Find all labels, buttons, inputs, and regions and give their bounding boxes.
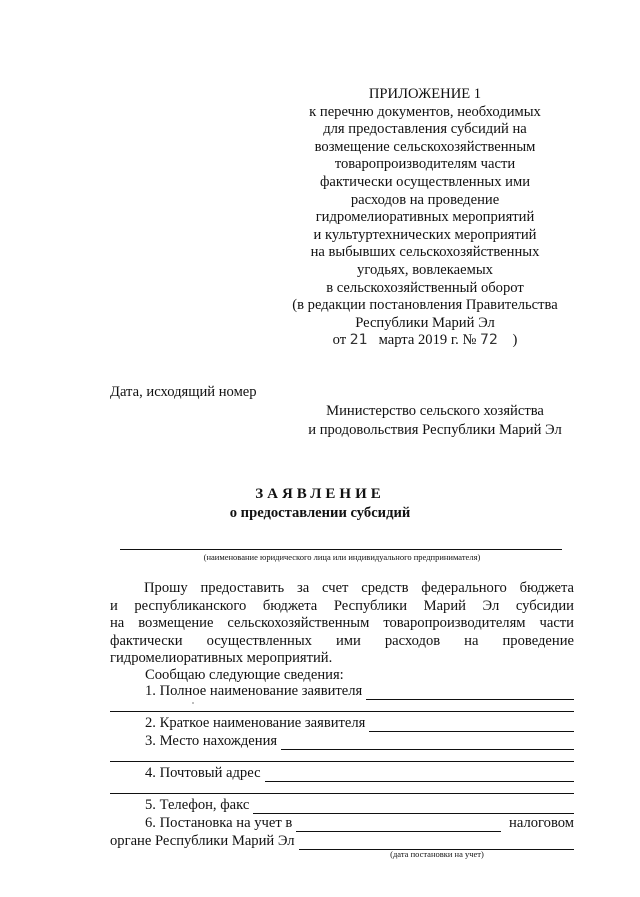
request-line: и республиканского бюджета Республики Марий Эл субсидии	[110, 597, 574, 614]
full-name-row	[145, 682, 574, 700]
appendix-line: возмещение сельскохозяйственным	[314, 138, 536, 155]
phone-label: 5. Телефон, факс	[145, 797, 250, 813]
addressee	[300, 402, 570, 439]
request-line: фактически осуществленных ими расходов на проведение	[110, 632, 574, 649]
appendix-line: ПРИЛОЖЕНИЕ 1	[368, 86, 482, 102]
location-field-continued[interactable]	[110, 761, 574, 762]
tax-registration-label-mid: налоговом	[509, 815, 574, 831]
tax-registration-label: 6. Постановка на учет в	[145, 815, 293, 831]
location-label: 3. Место нахождения	[145, 733, 278, 749]
short-name-field[interactable]	[369, 718, 574, 732]
full-name-field[interactable]	[366, 686, 574, 700]
postal-label: 4. Почтовый адрес	[145, 765, 261, 781]
tax-authority-field[interactable]	[296, 818, 501, 832]
appendix-line: фактически осуществленных ими	[319, 173, 531, 190]
applicant-caption: (наименование юридического лица или индивидуального предпринимателя)	[203, 552, 481, 562]
request-paragraph	[110, 580, 574, 668]
date-prefix: от	[332, 332, 347, 349]
appendix-line: в сельскохозяйственный оборот	[326, 279, 524, 296]
appendix-line: угодьях, вовлекаемых	[357, 261, 493, 278]
short-name-label: 2. Краткое наименование заявителя	[145, 715, 366, 731]
appendix-header	[270, 86, 580, 350]
date-month-year: марта 2019 г. №	[378, 332, 477, 349]
inform-label: Сообщаю следующие сведения:	[145, 667, 344, 683]
request-line: гидромелиоративных мероприятий.	[110, 650, 333, 666]
date-day: 21	[349, 332, 368, 349]
appendix-line: для предоставления субсидий на	[323, 121, 527, 138]
ministry-line: и продовольствия Республики Марий Эл	[308, 421, 562, 438]
appendix-line: к перечню документов, необходимых	[309, 103, 541, 120]
appendix-line: и культуртехнических мероприятий	[313, 226, 537, 243]
appendix-line: на выбывших сельскохозяйственных	[310, 244, 540, 261]
location-row	[145, 732, 574, 750]
appendix-line: товаропроизводителям части	[334, 156, 516, 173]
date-number: 72	[480, 332, 498, 349]
ministry-line: Министерство сельского хозяйства	[326, 403, 544, 419]
postal-row	[145, 764, 574, 782]
full-name-label: 1. Полное наименование заявителя	[145, 683, 363, 699]
tax-registration-row-2	[110, 832, 574, 850]
postal-field-continued[interactable]	[110, 793, 574, 794]
tax-registration-row	[145, 814, 574, 832]
short-name-row	[145, 714, 574, 732]
appendix-line: (в редакции постановления Правительства	[292, 297, 558, 314]
tax-registration-label-end: органе Республики Марий Эл	[110, 833, 295, 849]
date-outgoing-label: Дата, исходящий номер	[110, 384, 257, 400]
date-suffix: )	[512, 332, 518, 349]
request-line: Прошу предоставить за счет средств федерального бюджета	[144, 580, 574, 596]
appendix-line: Республики Марий Эл	[355, 314, 495, 331]
document-title: ЗАЯВЛЕНИЕ	[255, 486, 385, 502]
tax-registration-caption: (дата постановки на учет)	[390, 849, 484, 859]
appendix-date-line	[270, 332, 580, 350]
stray-mark	[192, 702, 194, 704]
applicant-name-line[interactable]	[120, 549, 562, 550]
tax-registration-date-field[interactable]	[299, 836, 574, 850]
postal-field[interactable]	[265, 768, 574, 782]
location-field[interactable]	[281, 736, 574, 750]
full-name-field-continued[interactable]	[110, 711, 574, 712]
request-line: на возмещение сельскохозяйственным товаропроизводителям части	[110, 615, 574, 631]
phone-row	[145, 796, 574, 814]
appendix-line: расходов на проведение	[350, 191, 500, 208]
phone-field[interactable]	[253, 800, 574, 814]
appendix-line: гидромелиоративных мероприятий	[315, 209, 535, 226]
document-subtitle: о предоставлении субсидий	[229, 505, 411, 521]
